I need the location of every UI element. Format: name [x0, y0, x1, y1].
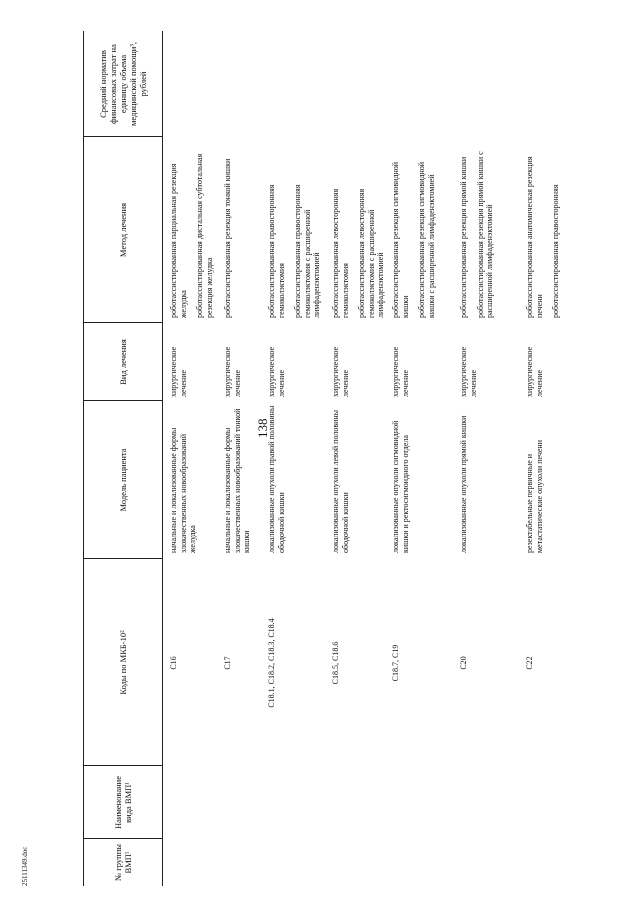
cell-patient-model: локализованные опухоли левой половины ободочной кишки — [331, 409, 350, 553]
cell-patient-model: локализованные опухоли правой половины ободочной кишки — [267, 405, 286, 553]
method-item: роботассистированная резекция тонкой кишки — [223, 158, 232, 318]
cell-treatment-type: хирургическое лечение — [169, 346, 188, 397]
cell-treatment-method — [331, 142, 393, 320]
header-group-number: № группы ВМП¹ — [113, 844, 133, 881]
cell-treatment-type: хирургическое лечение — [459, 346, 478, 397]
cell-icd-code: C22 — [525, 656, 534, 670]
footer-filename: 25111349.doc — [21, 846, 29, 886]
cell-icd-code: C18.5, C18.6 — [331, 641, 340, 685]
cell-patient-model: резектабельные первичные и метастатические опухоли печени — [525, 440, 544, 553]
cell-treatment-method — [223, 142, 240, 320]
method-item: роботассистированная анатомическая резекция печени — [525, 156, 544, 318]
cell-patient-model: начальные и локализованные формы злокачественных новообразований тонкой кишки — [223, 408, 251, 553]
cell-treatment-type: хирургическое лечение — [267, 346, 286, 397]
method-item: роботассистированная парциальная резекция желудка — [169, 163, 188, 318]
header-icd-codes: Коды по МКБ-10² — [118, 630, 128, 695]
cell-treatment-method — [525, 142, 568, 320]
cell-icd-code: C18.7, C19 — [391, 644, 400, 682]
cell-treatment-type: хирургическое лечение — [331, 346, 350, 397]
cell-treatment-type: хирургическое лечение — [525, 346, 544, 397]
method-item: роботассистированная левосторонняя гемиколэктомия с расширенной лимфаденэктомией — [357, 188, 385, 318]
method-item: роботассистированная правосторонняя — [551, 184, 560, 318]
method-item: роботассистированная правосторонняя гемиколэктомия — [267, 184, 286, 318]
method-item: роботассистированная резекция прямой кишки — [459, 156, 468, 318]
header-treatment-type: Вид лечения — [118, 339, 128, 385]
cell-patient-model: начальные и локализованные формы злокачественных новообразований желудка — [169, 427, 197, 553]
cell-treatment-type: хирургическое лечение — [223, 346, 242, 397]
header-average-cost: Средний норматив финансовых затрат на единицу объема медицинской помощи³, рублей — [98, 42, 148, 126]
header-treatment-method: Метод лечения — [118, 202, 128, 258]
method-item: роботассистированная резекция сигмовидной кишки — [391, 161, 410, 318]
method-item: роботассистированная резекция прямой кишки с расширенной лимфаденэктомией — [475, 151, 494, 318]
method-item: роботассистированная резекция сигмовидной кишки с расширенной лимфаденэктомией — [417, 161, 436, 318]
cell-icd-code: C20 — [459, 656, 468, 670]
table-header — [83, 31, 163, 886]
cell-icd-code: C18.1, C18.2, C18.3, C18.4 — [267, 618, 276, 708]
cell-treatment-method — [267, 142, 329, 320]
header-patient-model: Модель пациента — [118, 448, 128, 512]
treatment-table — [83, 31, 603, 886]
method-item: роботассистированная левосторонняя гемиколэктомия — [331, 188, 350, 318]
cell-treatment-method — [459, 142, 502, 320]
cell-treatment-type: хирургическое лечение — [391, 346, 410, 397]
cell-icd-code: C17 — [223, 656, 232, 670]
cell-treatment-method — [169, 142, 221, 320]
page-number: 138 — [255, 418, 270, 438]
header-vmp-name: Наименование вида ВМП¹ — [113, 776, 133, 829]
method-item: роботассистированная дистальная субтотальная резекция желудка — [195, 153, 214, 318]
cell-icd-code: C16 — [169, 656, 178, 670]
cell-treatment-method — [391, 142, 443, 320]
cell-patient-model: локализованные опухоли прямой кишки — [459, 415, 468, 553]
method-item: роботассистированная правосторонняя гемиколэктомия с расширенной лимфаденэктомией — [293, 184, 321, 318]
cell-patient-model: локализованные опухоли сигмовидной кишки и ректосигмоидного отдела — [391, 420, 410, 553]
